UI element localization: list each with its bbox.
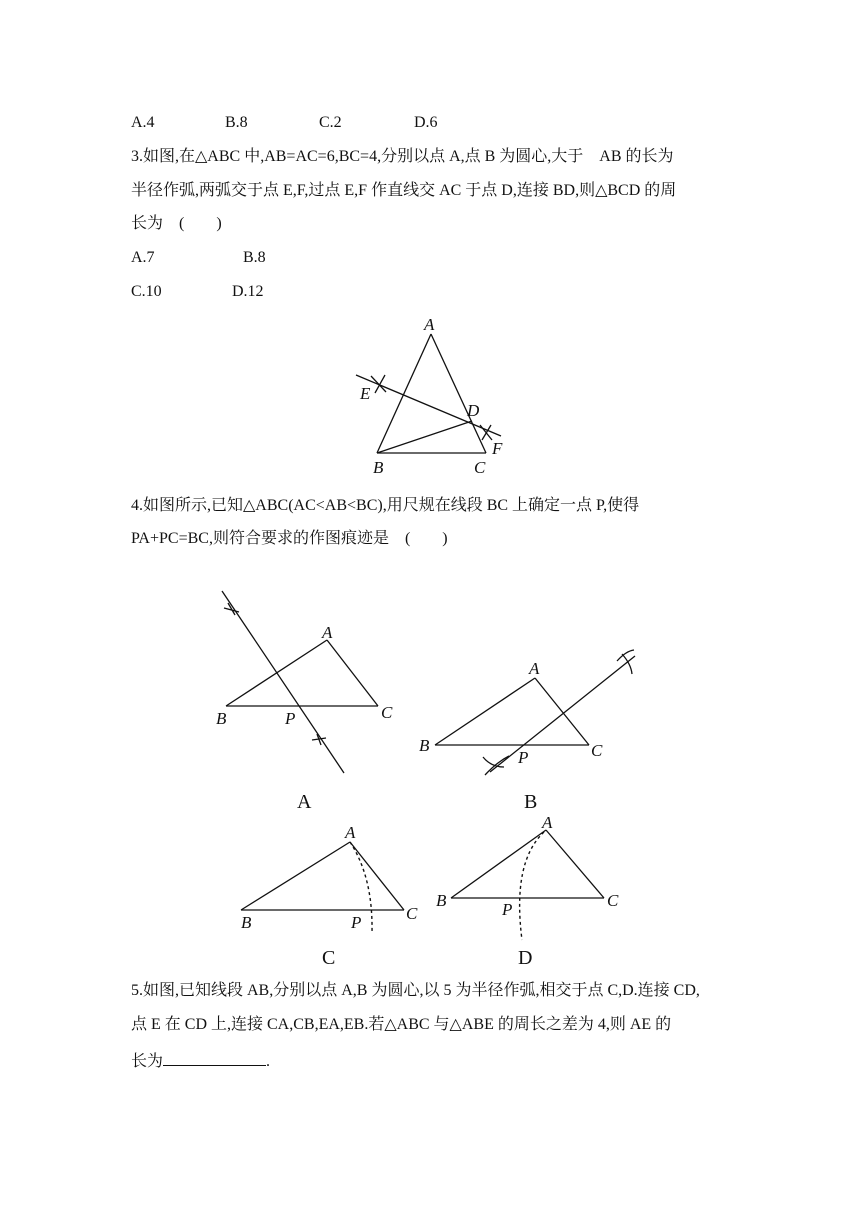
q4d-label-p: P xyxy=(502,900,513,919)
q4b-label-a: A xyxy=(529,659,540,678)
q5-text-line-2: 点 E 在 CD 上,连接 CA,CB,EA,EB.若△ABC 与△ABE 的周长之差为 4,则 AE 的 xyxy=(131,1016,672,1033)
q2-option-c: C.2 xyxy=(319,114,342,131)
q4d-label-a: A xyxy=(542,813,553,832)
q5-line3-suffix: . xyxy=(266,1053,271,1070)
q3-label-d: D xyxy=(467,401,480,420)
q4a-label-p: P xyxy=(285,709,296,728)
q3-label-b: B xyxy=(373,458,384,477)
q4-text-line-1: 4.如图所示,已知△ABC(AC<AB<BC),用尺规在线段 BC 上确定一点 P,使得 xyxy=(131,497,640,514)
q3-option-d: D.12 xyxy=(232,283,264,300)
q3-label-f: F xyxy=(492,439,503,458)
q2-option-d: D.6 xyxy=(414,114,438,131)
q3-option-a: A.7 xyxy=(131,249,155,266)
q4b-label-b: B xyxy=(419,736,430,755)
q3-text-line-3: 长为 ( ) xyxy=(131,215,222,232)
q4a-label-c: C xyxy=(381,703,393,722)
q4a-label-b: B xyxy=(216,709,227,728)
q5-answer-blank[interactable] xyxy=(163,1049,266,1066)
q3-label-c: C xyxy=(474,458,486,477)
q4d-label-c: C xyxy=(607,891,619,910)
q2-option-a: A.4 xyxy=(131,114,155,131)
q4-figure-b xyxy=(419,650,635,813)
q4-caption-b: B xyxy=(524,791,538,813)
q2-option-b: B.8 xyxy=(225,114,248,131)
q3-option-c: C.10 xyxy=(131,283,162,300)
q3-option-b: B.8 xyxy=(243,249,266,266)
q5-line3-prefix: 长为 xyxy=(131,1053,164,1070)
q4a-label-a: A xyxy=(322,623,333,642)
q3-text-line-2: 半径作弧,两弧交于点 E,F,过点 E,F 作直线交 AC 于点 D,连接 BD,则△BCD 的周 xyxy=(131,182,677,199)
q4d-label-b: B xyxy=(436,891,447,910)
q4c-label-p: P xyxy=(351,913,362,932)
q4-figure-c xyxy=(241,823,418,969)
q4-caption-c: C xyxy=(322,947,336,969)
q3-label-e: E xyxy=(360,384,371,403)
q4c-label-a: A xyxy=(345,823,356,842)
q4c-label-c: C xyxy=(406,904,418,923)
q4-figure-d xyxy=(436,813,619,969)
q3-text-line-1: 3.如图,在△ABC 中,AB=AC=6,BC=4,分别以点 A,点 B 为圆心,大于 AB 的长为 xyxy=(131,148,674,165)
q4-caption-a: A xyxy=(297,791,312,813)
q4-figure-a xyxy=(216,591,393,813)
q5-text-line-3 xyxy=(131,1049,270,1072)
q3-label-a: A xyxy=(424,315,435,334)
q4-text-line-2: PA+PC=BC,则符合要求的作图痕迹是 ( ) xyxy=(131,530,448,547)
q4b-label-p: P xyxy=(518,748,529,767)
q4c-label-b: B xyxy=(241,913,252,932)
q4-caption-d: D xyxy=(518,947,533,969)
q4b-label-c: C xyxy=(591,741,603,760)
q5-text-line-1: 5.如图,已知线段 AB,分别以点 A,B 为圆心,以 5 为半径作弧,相交于点 C,D.连接 CD, xyxy=(131,982,700,999)
